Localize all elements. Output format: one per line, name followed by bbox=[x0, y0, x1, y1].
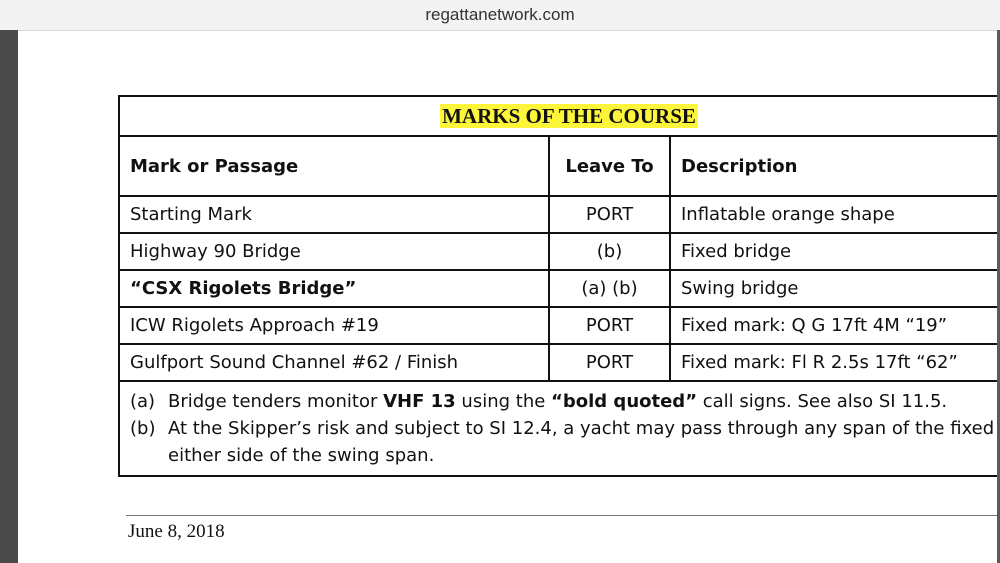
table-row bbox=[119, 196, 997, 233]
table-title: MARKS OF THE COURSE bbox=[442, 103, 696, 128]
table-title-cell bbox=[119, 96, 997, 136]
header-leave: Leave To bbox=[549, 136, 670, 196]
cell-mark: “CSX Rigolets Bridge” bbox=[119, 270, 549, 307]
cell-leave: PORT bbox=[549, 196, 670, 233]
cell-leave: (b) bbox=[549, 233, 670, 270]
cell-mark: Starting Mark bbox=[119, 196, 549, 233]
cell-desc: Swing bridge bbox=[670, 270, 997, 307]
cell-desc: Fixed bridge bbox=[670, 233, 997, 270]
note-b-line2: either side of the swing span. bbox=[168, 445, 435, 466]
note-a-letter: (a) bbox=[130, 391, 156, 412]
cell-mark: ICW Rigolets Approach #19 bbox=[119, 307, 549, 344]
notes-cell bbox=[119, 381, 997, 476]
document-page bbox=[18, 31, 997, 563]
table-row bbox=[119, 307, 997, 344]
cell-desc: Fixed mark: Q G 17ft 4M “19” bbox=[670, 307, 997, 344]
cell-mark: Highway 90 Bridge bbox=[119, 233, 549, 270]
cell-desc: Inflatable orange shape bbox=[670, 196, 997, 233]
cell-leave: PORT bbox=[549, 307, 670, 344]
table-notes-row bbox=[119, 381, 997, 476]
table-row bbox=[119, 344, 997, 381]
note-a-text bbox=[168, 388, 947, 415]
table-title-row bbox=[119, 96, 997, 136]
note-a-pre: Bridge tenders monitor bbox=[168, 391, 384, 412]
table-header-row bbox=[119, 136, 997, 196]
table-row bbox=[119, 233, 997, 270]
footer-rule bbox=[126, 515, 997, 516]
left-edge bbox=[0, 30, 18, 563]
cell-leave: (a) (b) bbox=[549, 270, 670, 307]
note-b-line1: At the Skipper’s risk and subject to SI 12.4, a yacht may pass through any span of the fixed bbox=[168, 418, 995, 439]
cell-desc: Fixed mark: Fl R 2.5s 17ft “62” bbox=[670, 344, 997, 381]
cell-leave: PORT bbox=[549, 344, 670, 381]
note-b-continued bbox=[130, 442, 997, 469]
footer-date: June 8, 2018 bbox=[128, 521, 225, 542]
note-b-letter: (b) bbox=[130, 418, 156, 439]
cell-mark: Gulfport Sound Channel #62 / Finish bbox=[119, 344, 549, 381]
note-a-post: call signs. See also SI 11.5. bbox=[697, 391, 948, 412]
table-row bbox=[119, 270, 997, 307]
marks-table bbox=[118, 95, 997, 477]
note-a-mid: using the bbox=[455, 391, 552, 412]
header-mark: Mark or Passage bbox=[119, 136, 549, 196]
address-bar[interactable] bbox=[0, 0, 1000, 31]
header-desc: Description bbox=[670, 136, 997, 196]
note-a bbox=[130, 388, 997, 415]
note-a-vhf: VHF 13 bbox=[383, 391, 456, 412]
url-text: regattanetwork.com bbox=[425, 5, 575, 24]
note-a-bold-quoted: “bold quoted” bbox=[551, 391, 698, 412]
note-b bbox=[130, 415, 997, 442]
